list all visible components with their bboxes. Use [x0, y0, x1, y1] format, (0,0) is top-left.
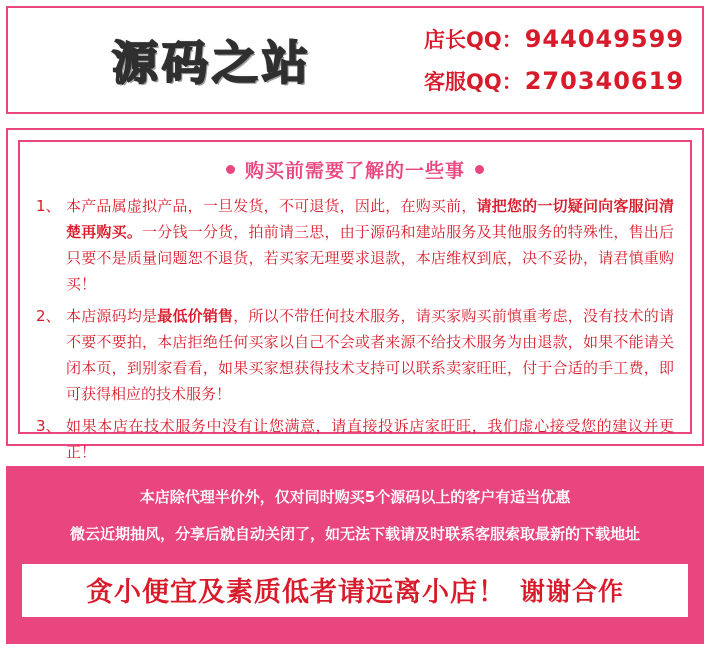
- text-segment: ，所以不带任何技术服务，请买家购买前慎重考虑，没有技术的请不要不要拍，本店拒绝任何买家以自己不会或者来源不给技术服务为由退款，如果不能请关闭本页，到别家看看，如果买家想获得技术支持可以联系卖家旺旺，付于合适的手工费，即可获得相应的技术服务！: [66, 307, 674, 403]
- contact-label-manager: 店长QQ：: [424, 28, 523, 52]
- notice-inner-frame: [18, 140, 692, 461]
- bullet-dot-left-icon: [226, 165, 235, 174]
- text-segment: 本产品属虚拟产品，一旦发货，不可退货，因此，在购买前，: [66, 197, 477, 215]
- list-item: [36, 193, 674, 297]
- contact-label-support: 客服QQ：: [424, 70, 523, 94]
- list-item-number: 2、: [36, 307, 61, 325]
- contact-number-manager: 944049599: [524, 25, 685, 53]
- contact-row-support: [424, 66, 702, 96]
- notice-panel: [6, 128, 704, 461]
- contact-number-support: 270340619: [524, 67, 685, 95]
- list-item-number: 3、: [36, 417, 61, 435]
- list-item-text: [66, 193, 674, 297]
- contact-block: [416, 24, 702, 96]
- notice-list: [36, 193, 674, 465]
- list-item: [36, 303, 674, 407]
- footer-discount-note: 本店除代理半价外，仅对同时购买5个源码以上的客户有适当优惠: [139, 488, 571, 506]
- footer-panel: [6, 466, 704, 644]
- text-segment: 如果本店在技术服务中没有让您满意，请直接投诉店家旺旺，我们虚心接受您的建议并更正！: [66, 417, 674, 461]
- text-segment-emphasis: 最低价销售: [157, 307, 234, 325]
- text-segment-emphasis: 请把您的一切疑问向客服问清楚再购买。: [66, 197, 674, 241]
- notice-title-row: [36, 156, 674, 183]
- header-bar: [6, 6, 704, 114]
- footer-slogan-row: [22, 564, 688, 617]
- bullet-dot-right-icon: [475, 165, 484, 174]
- notice-title: 购买前需要了解的一些事: [244, 160, 465, 182]
- text-segment: 一分钱一分货，拍前请三思，由于源码和建站服务及其他服务的特殊性，售出后只要不是质量问题恕不退货，若买家无理要求退款，本店维权到底，决不妥协，请君慎重购买！: [66, 223, 674, 293]
- footer-download-note: 微云近期抽风，分享后就自动关闭了，如无法下载请及时联系客服索取最新的下载地址: [69, 525, 640, 543]
- contact-row-manager: [424, 24, 702, 54]
- list-item-number: 1、: [36, 197, 61, 215]
- list-item-text: [66, 413, 674, 465]
- text-segment: 本店源码均是: [66, 307, 158, 325]
- site-logo: [8, 8, 416, 112]
- footer-slogan-tail: 谢谢合作: [519, 576, 624, 606]
- site-logo-text: 源码之站: [112, 36, 312, 90]
- list-item-text: [66, 303, 674, 407]
- footer-slogan-main: 贪小便宜及素质低者请远离小店！: [85, 577, 506, 608]
- list-item: [36, 413, 674, 465]
